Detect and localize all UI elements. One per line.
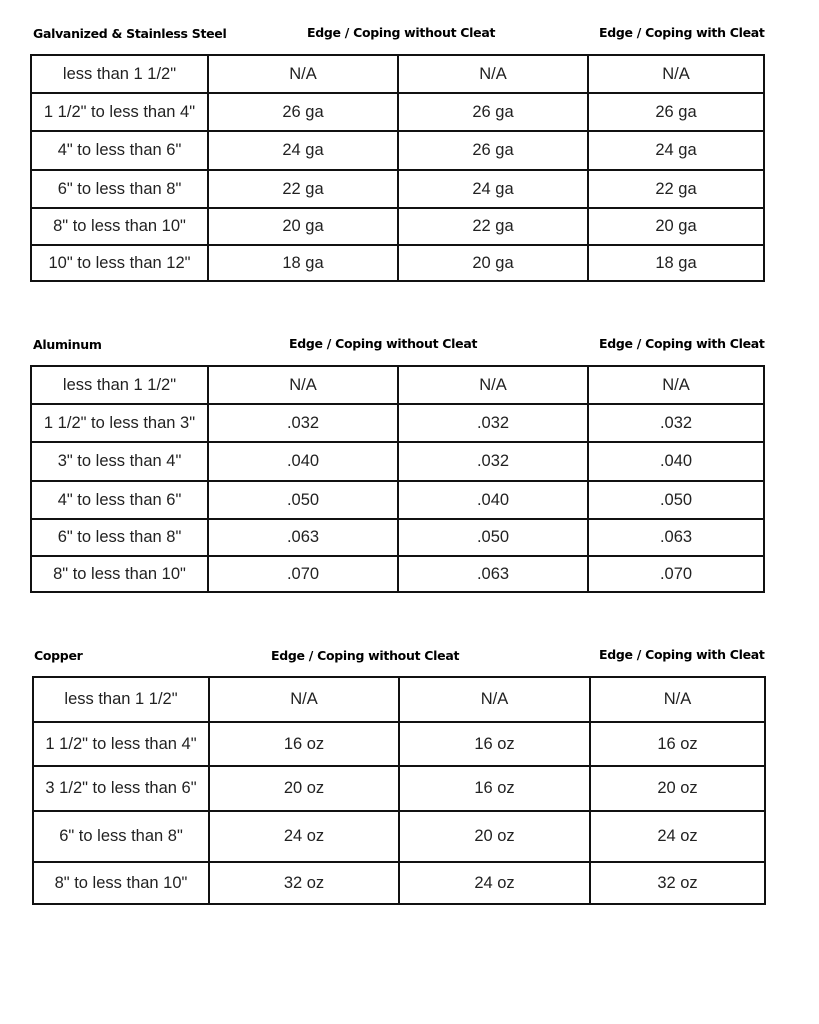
table-row xyxy=(31,55,764,93)
value-cell: 16 oz xyxy=(399,766,590,811)
value-cell: 20 ga xyxy=(398,245,588,281)
value-cell: 22 ga xyxy=(208,170,398,208)
range-cell: 3 1/2" to less than 6" xyxy=(33,766,209,811)
value-cell: 24 oz xyxy=(590,811,765,862)
range-cell: 8" to less than 10" xyxy=(31,556,208,592)
value-cell: N/A xyxy=(208,55,398,93)
material-heading: Galvanized & Stainless Steel xyxy=(33,26,227,41)
value-cell: .032 xyxy=(398,442,588,481)
material-heading: Copper xyxy=(34,648,83,663)
value-cell: .032 xyxy=(398,404,588,442)
column-heading-with-cleat: Edge / Coping with Cleat xyxy=(599,25,765,40)
value-cell: 26 ga xyxy=(208,93,398,131)
table-row xyxy=(31,556,764,592)
table-row xyxy=(33,862,765,904)
value-cell: 32 oz xyxy=(209,862,399,904)
value-cell: .050 xyxy=(588,481,764,519)
value-cell: 26 ga xyxy=(398,131,588,170)
value-cell: 26 ga xyxy=(588,93,764,131)
range-cell: less than 1 1/2" xyxy=(31,55,208,93)
range-cell: 10" to less than 12" xyxy=(31,245,208,281)
value-cell: .063 xyxy=(208,519,398,556)
aluminum-gauge-table xyxy=(30,365,765,593)
value-cell: .040 xyxy=(208,442,398,481)
range-cell: 6" to less than 8" xyxy=(31,519,208,556)
value-cell: .040 xyxy=(588,442,764,481)
value-cell: 20 oz xyxy=(209,766,399,811)
value-cell: .032 xyxy=(208,404,398,442)
column-heading-with-cleat: Edge / Coping with Cleat xyxy=(599,647,765,662)
value-cell: 22 ga xyxy=(588,170,764,208)
value-cell: .063 xyxy=(398,556,588,592)
value-cell: 24 ga xyxy=(588,131,764,170)
range-cell: less than 1 1/2" xyxy=(31,366,208,404)
table-row xyxy=(31,442,764,481)
range-cell: 6" to less than 8" xyxy=(31,170,208,208)
value-cell: 18 ga xyxy=(588,245,764,281)
column-heading-without-cleat: Edge / Coping without Cleat xyxy=(289,336,478,351)
column-heading-without-cleat: Edge / Coping without Cleat xyxy=(307,25,496,40)
table-row xyxy=(33,811,765,862)
table-row xyxy=(31,366,764,404)
steel-gauge-table xyxy=(30,54,765,282)
range-cell: 4" to less than 6" xyxy=(31,131,208,170)
range-cell: 4" to less than 6" xyxy=(31,481,208,519)
value-cell: N/A xyxy=(588,55,764,93)
column-heading-with-cleat: Edge / Coping with Cleat xyxy=(599,336,765,351)
value-cell: 18 ga xyxy=(208,245,398,281)
value-cell: N/A xyxy=(590,677,765,722)
value-cell: 16 oz xyxy=(209,722,399,766)
table-row xyxy=(31,170,764,208)
value-cell: N/A xyxy=(209,677,399,722)
table-row xyxy=(31,404,764,442)
table-row xyxy=(31,131,764,170)
value-cell: N/A xyxy=(398,366,588,404)
value-cell: N/A xyxy=(588,366,764,404)
value-cell: 16 oz xyxy=(590,722,765,766)
column-heading-without-cleat: Edge / Coping without Cleat xyxy=(271,648,460,663)
value-cell: 20 ga xyxy=(208,208,398,245)
value-cell: .070 xyxy=(588,556,764,592)
value-cell: N/A xyxy=(208,366,398,404)
value-cell: 24 oz xyxy=(209,811,399,862)
value-cell: 20 ga xyxy=(588,208,764,245)
table-row xyxy=(31,208,764,245)
value-cell: 26 ga xyxy=(398,93,588,131)
table-row xyxy=(31,245,764,281)
value-cell: 20 oz xyxy=(399,811,590,862)
value-cell: .050 xyxy=(398,519,588,556)
value-cell: N/A xyxy=(399,677,590,722)
value-cell: .070 xyxy=(208,556,398,592)
value-cell: 24 ga xyxy=(398,170,588,208)
value-cell: 32 oz xyxy=(590,862,765,904)
range-cell: 8" to less than 10" xyxy=(33,862,209,904)
value-cell: .050 xyxy=(208,481,398,519)
value-cell: 24 oz xyxy=(399,862,590,904)
table-row xyxy=(33,722,765,766)
copper-weight-table xyxy=(32,676,766,905)
material-heading: Aluminum xyxy=(33,337,102,352)
table-row xyxy=(31,519,764,556)
value-cell: 16 oz xyxy=(399,722,590,766)
value-cell: 22 ga xyxy=(398,208,588,245)
table-row xyxy=(33,766,765,811)
value-cell: .032 xyxy=(588,404,764,442)
value-cell: .063 xyxy=(588,519,764,556)
value-cell: .040 xyxy=(398,481,588,519)
range-cell: 1 1/2" to less than 4" xyxy=(33,722,209,766)
range-cell: 6" to less than 8" xyxy=(33,811,209,862)
table-row xyxy=(33,677,765,722)
table-row xyxy=(31,93,764,131)
table-row xyxy=(31,481,764,519)
range-cell: 8" to less than 10" xyxy=(31,208,208,245)
range-cell: 1 1/2" to less than 3" xyxy=(31,404,208,442)
value-cell: 20 oz xyxy=(590,766,765,811)
value-cell: 24 ga xyxy=(208,131,398,170)
range-cell: less than 1 1/2" xyxy=(33,677,209,722)
range-cell: 3" to less than 4" xyxy=(31,442,208,481)
range-cell: 1 1/2" to less than 4" xyxy=(31,93,208,131)
value-cell: N/A xyxy=(398,55,588,93)
